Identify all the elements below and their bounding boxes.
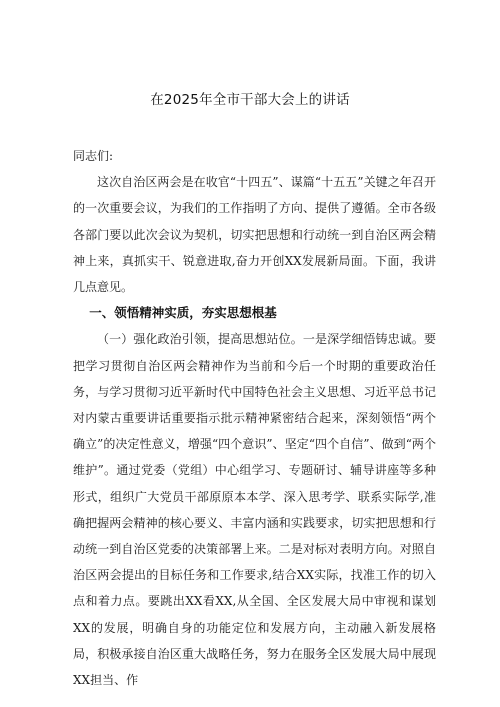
- section-paragraph: （一）强化政治引领，提高思想站位。一是深学细悟铸忠诚。要把学习贯彻自治区两会精神作为当前和今后一个时期的重要政治任务，与学习贯彻习近平新时代中国特色社会主义思想、习近平总书记对内蒙古重要讲话重要指示批示精神紧密结合起来，深刻领悟“两个确立”的决定性意义，增强“四个意识”、坚定“四个自信”、做到“两个维护”。通过党委（党组）中心组学习、专题研讨、辅导讲座等多种形式，组织广大党员干部原原本本学、深入思考学、联系实际学,准确把握两会精神的核心要义、丰富内涵和实践要求，切实把思想和行动统一到自治区党委的决策部署上来。二是对标对表明方向。对照自治区两会提出的目标任务和工作要求,结合XX实际，找准工作的切入点和着力点。要跳出XX看XX,从全国、全区发展大局中审视和谋划XX的发展，明确自身的功能定位和发展方向，主动融入新发展格局，积极承接自治区重大战略任务，努力在服务全区发展大局中展现XX担当、作: [73, 332, 436, 688]
- intro-paragraph: 这次自治区两会是在收官“十四五”、谋篇“十五五”关键之年召开的一次重要会议，为我们的工作指明了方向、提供了遵循。全市各级各部门要以此次会议为契机，切实把思想和行动统一到自治区两会精神上来，真抓实干、锐意进取,奋力开创XX发展新局面。下面，我讲几点意见。: [73, 175, 436, 295]
- section-heading: 一、领悟精神实质，夯实思想根基: [89, 305, 277, 321]
- salutation: 同志们:: [73, 149, 114, 163]
- document-body: [73, 143, 436, 693]
- document-title: 在2025年全市干部大会上的讲话: [150, 92, 350, 108]
